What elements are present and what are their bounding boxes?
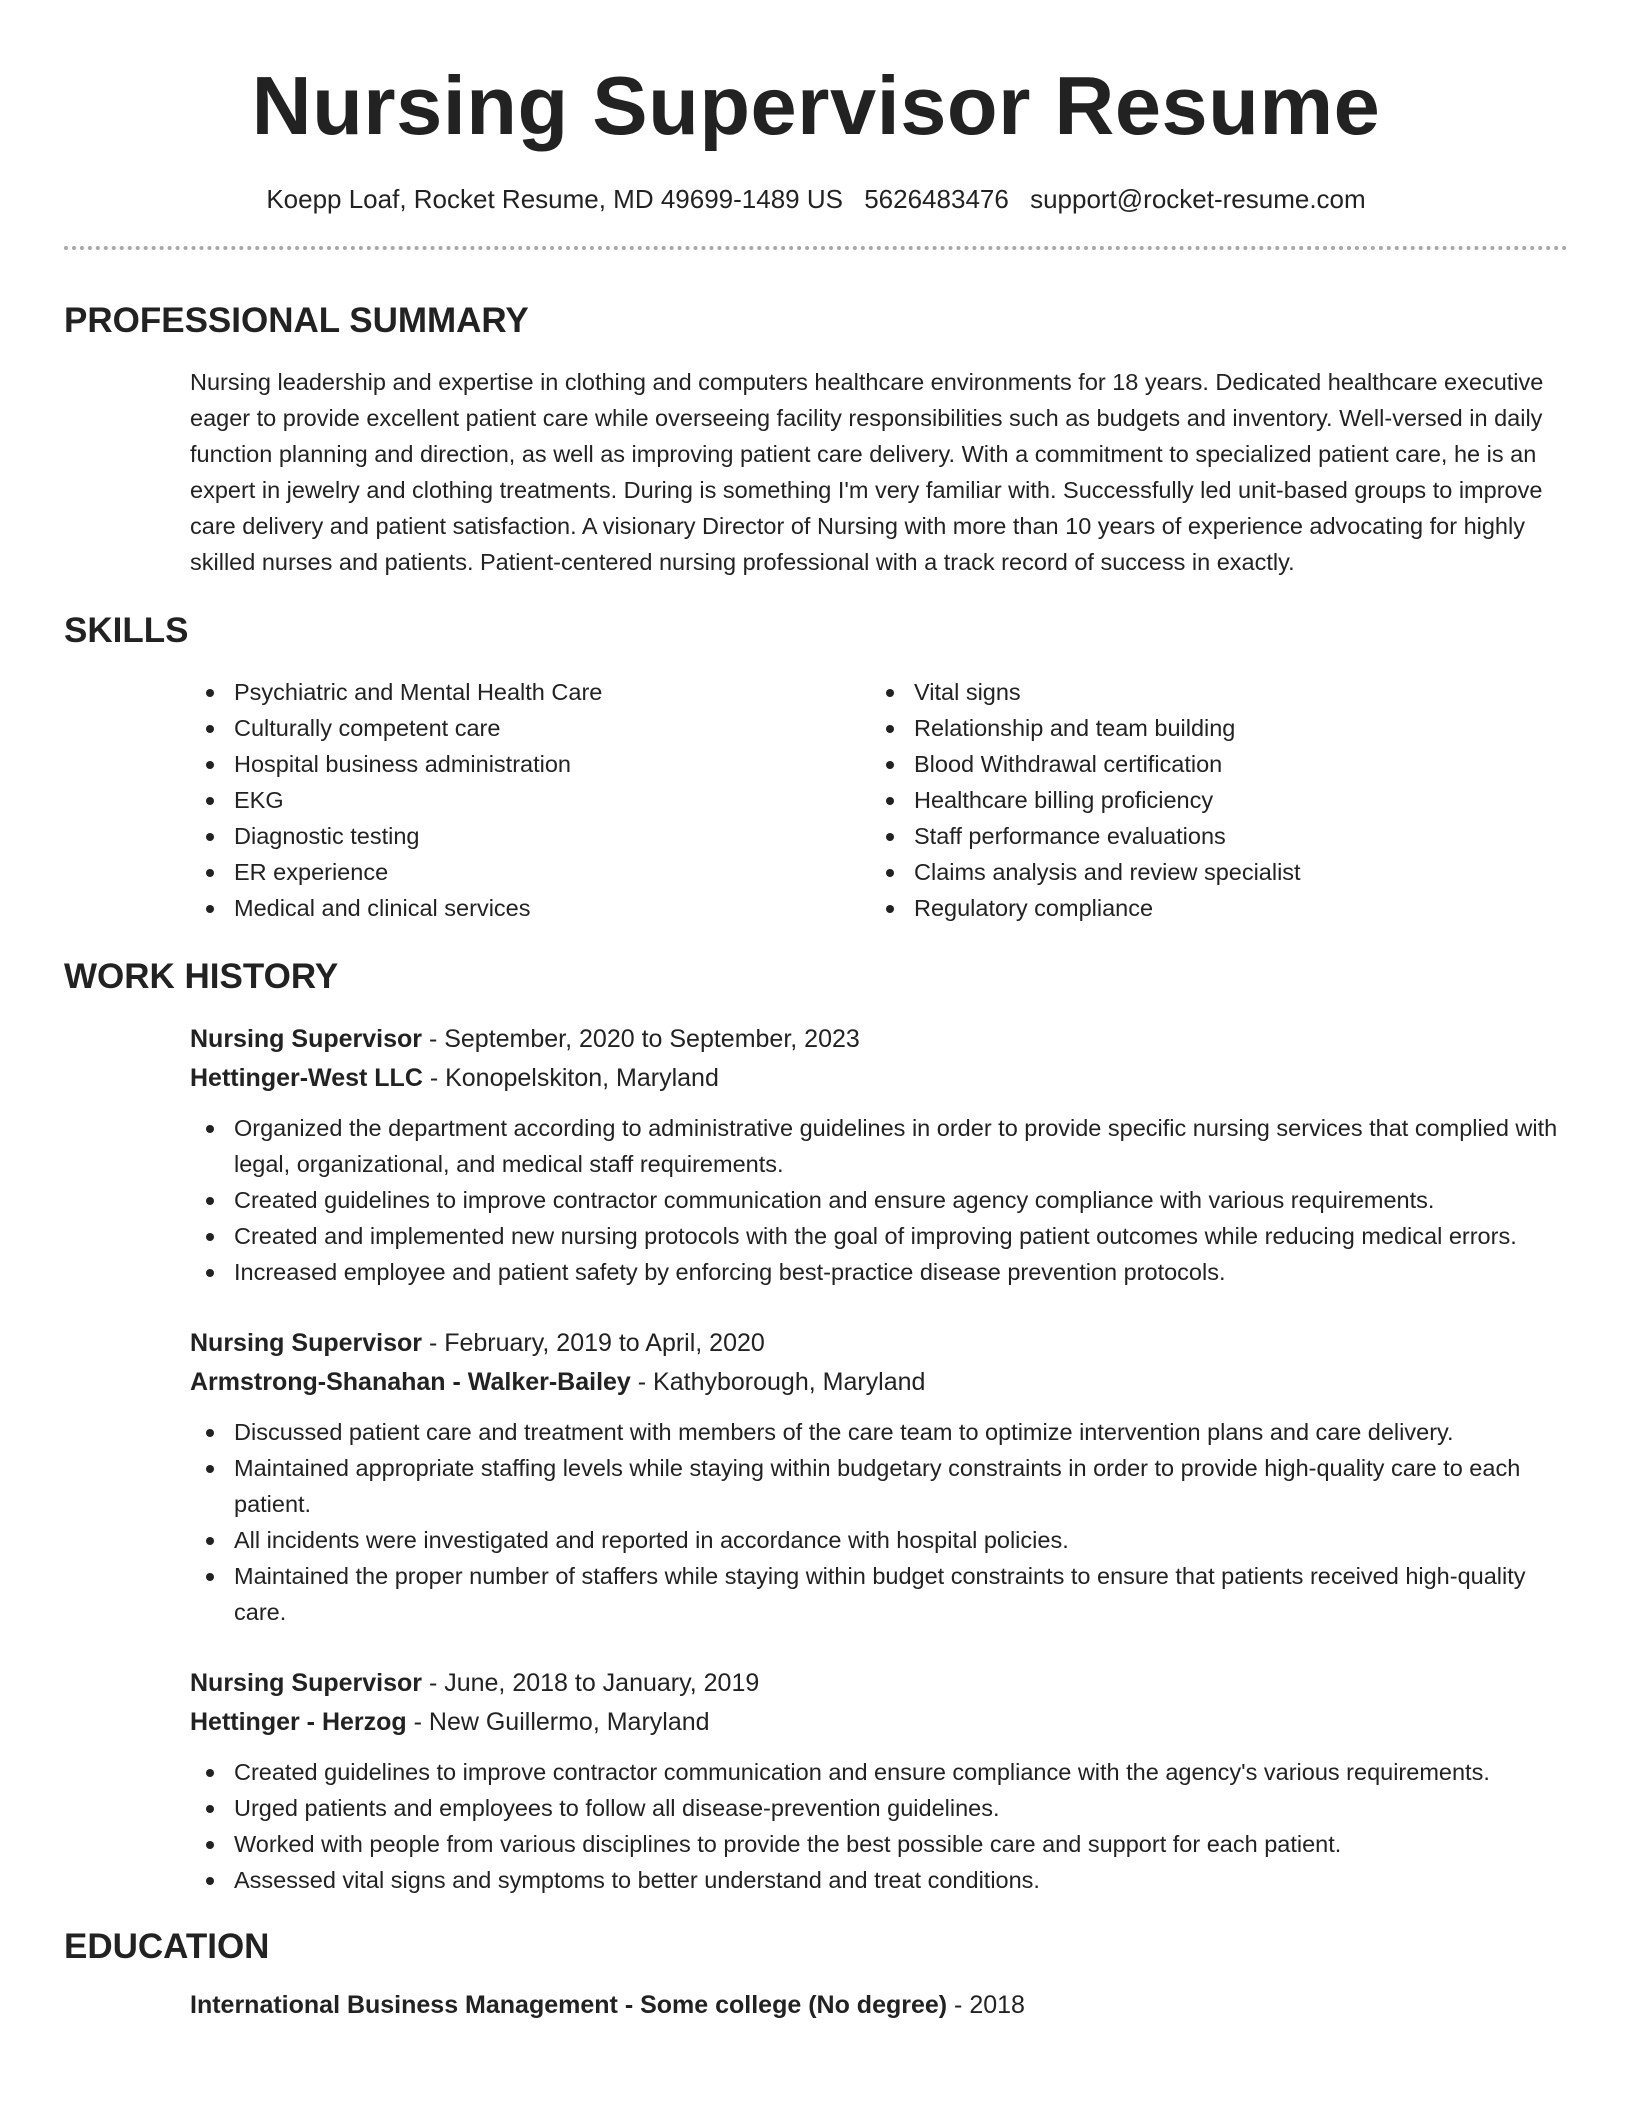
job-location: - New Guillermo, Maryland bbox=[406, 1708, 710, 1736]
skill-item: Diagnostic testing bbox=[190, 818, 870, 854]
job-company-line bbox=[190, 1059, 1568, 1098]
contact-line bbox=[64, 182, 1568, 216]
education-year: - 2018 bbox=[947, 1991, 1025, 2019]
job-company: Hettinger - Herzog bbox=[190, 1708, 407, 1736]
job-title-line bbox=[190, 1664, 1568, 1703]
job-bullet: Increased employee and patient safety by enforcing best-practice disease prevention protocols. bbox=[190, 1254, 1568, 1290]
job-company-line bbox=[190, 1703, 1568, 1742]
job-title: Nursing Supervisor bbox=[190, 1329, 422, 1357]
skill-item: Psychiatric and Mental Health Care bbox=[190, 674, 870, 710]
summary-heading: PROFESSIONAL SUMMARY bbox=[64, 301, 529, 340]
job-bullet: Maintained the proper number of staffers while staying within budget constraints to ensure that patients received high-quality care. bbox=[190, 1558, 1568, 1630]
skills-column-right bbox=[870, 674, 1550, 926]
job-location: - Kathyborough, Maryland bbox=[630, 1368, 926, 1396]
education-entry bbox=[190, 1986, 1568, 2025]
work-history-heading: WORK HISTORY bbox=[64, 957, 339, 996]
job-company: Armstrong-Shanahan - Walker-Bailey bbox=[190, 1368, 631, 1396]
skills-heading: SKILLS bbox=[64, 611, 189, 650]
job-title-line bbox=[190, 1020, 1568, 1059]
job-bullet: Created guidelines to improve contractor communication and ensure compliance with the agency's various requirements. bbox=[190, 1754, 1568, 1790]
skill-item: Vital signs bbox=[870, 674, 1550, 710]
job-title-line bbox=[190, 1324, 1568, 1363]
job-dates: - February, 2019 to April, 2020 bbox=[422, 1329, 765, 1357]
job-title: Nursing Supervisor bbox=[190, 1025, 422, 1053]
skills-list bbox=[190, 674, 1568, 926]
education-heading: EDUCATION bbox=[64, 1927, 270, 1966]
contact-email: support@rocket-resume.com bbox=[1030, 184, 1366, 214]
job-bullet: Urged patients and employees to follow all disease-prevention guidelines. bbox=[190, 1790, 1568, 1826]
skill-item: EKG bbox=[190, 782, 870, 818]
resume-page bbox=[64, 0, 1568, 2025]
job-bullet: Created guidelines to improve contractor communication and ensure agency compliance with various requirements. bbox=[190, 1182, 1568, 1218]
skills-column-left bbox=[190, 674, 870, 926]
skill-item: Hospital business administration bbox=[190, 746, 870, 782]
skill-item: Staff performance evaluations bbox=[870, 818, 1550, 854]
job-location: - Konopelskiton, Maryland bbox=[422, 1064, 719, 1092]
skill-item: Relationship and team building bbox=[870, 710, 1550, 746]
job-bullet: Maintained appropriate staffing levels while staying within budgetary constraints in order to provide high-quality care to each patient. bbox=[190, 1450, 1568, 1522]
job-bullet: Organized the department according to administrative guidelines in order to provide specific nursing services that complied with legal, organizational, and medical staff requirements. bbox=[190, 1110, 1568, 1182]
contact-phone: 5626483476 bbox=[864, 184, 1009, 214]
job-entry bbox=[190, 1020, 1568, 1290]
skill-item: Culturally competent care bbox=[190, 710, 870, 746]
contact-address: Koepp Loaf, Rocket Resume, MD 49699-1489 US bbox=[266, 184, 843, 214]
skill-item: Blood Withdrawal certification bbox=[870, 746, 1550, 782]
skill-item: Regulatory compliance bbox=[870, 890, 1550, 926]
job-dates: - June, 2018 to January, 2019 bbox=[422, 1669, 760, 1697]
skill-item: Healthcare billing proficiency bbox=[870, 782, 1550, 818]
job-bullets bbox=[190, 1414, 1568, 1630]
job-bullet: Created and implemented new nursing protocols with the goal of improving patient outcomes while reducing medical errors. bbox=[190, 1218, 1568, 1254]
skill-item: Medical and clinical services bbox=[190, 890, 870, 926]
job-bullets bbox=[190, 1110, 1568, 1290]
job-bullet: Discussed patient care and treatment with members of the care team to optimize intervention plans and care delivery. bbox=[190, 1414, 1568, 1450]
job-bullets bbox=[190, 1754, 1568, 1898]
job-bullet: All incidents were investigated and reported in accordance with hospital policies. bbox=[190, 1522, 1568, 1558]
job-dates: - September, 2020 to September, 2023 bbox=[422, 1025, 860, 1053]
job-company-line bbox=[190, 1363, 1568, 1402]
job-bullet: Worked with people from various disciplines to provide the best possible care and support for each patient. bbox=[190, 1826, 1568, 1862]
resume-title: Nursing Supervisor Resume bbox=[251, 59, 1381, 152]
summary-text: Nursing leadership and expertise in clothing and computers healthcare environments for 18 years. Dedicated healthcare executive eager to provide excellent patient care while overseeing facility responsibilities such as budgets and inventory. Well-versed in daily function planning and direction, as well as improving patient care delivery. With a commitment to specialized patient care, he is an expert in jewelry and clothing treatments. During is something I'm very familiar with. Successfully led unit-based groups to improve care delivery and patient satisfaction. A visionary Director of Nursing with more than 10 years of experience advocating for highly skilled nurses and patients. Patient-centered nursing professional with a track record of success in exactly. bbox=[190, 369, 1544, 575]
skill-item: ER experience bbox=[190, 854, 870, 890]
education-degree: International Business Management - Some college (No degree) bbox=[190, 1991, 948, 2019]
job-entry bbox=[190, 1664, 1568, 1898]
skill-item: Claims analysis and review specialist bbox=[870, 854, 1550, 890]
job-bullet: Assessed vital signs and symptoms to better understand and treat conditions. bbox=[190, 1862, 1568, 1898]
header-divider bbox=[64, 246, 1568, 250]
job-entry bbox=[190, 1324, 1568, 1630]
job-title: Nursing Supervisor bbox=[190, 1669, 422, 1697]
job-company: Hettinger-West LLC bbox=[190, 1064, 423, 1092]
